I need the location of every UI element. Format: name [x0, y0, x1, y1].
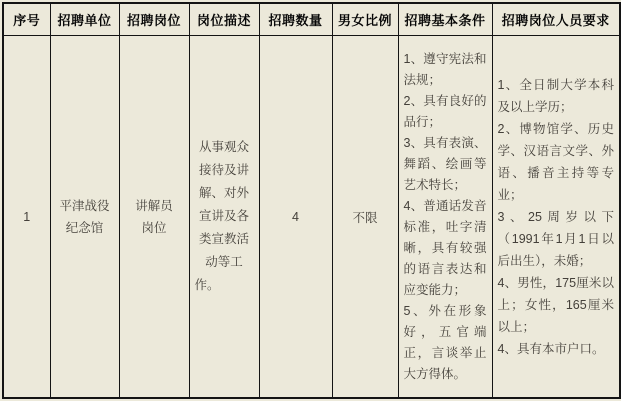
header-gender-ratio: 男女比例: [332, 3, 398, 36]
recruitment-table: [2, 2, 621, 399]
cell-serial-number: 1: [3, 36, 50, 399]
cell-gender-ratio: 不限: [332, 36, 398, 399]
cell-recruiting-position: 讲解员 岗位: [119, 36, 189, 399]
cell-recruiting-unit: 平津战役 纪念馆: [50, 36, 119, 399]
header-recruiting-unit: 招聘单位: [50, 3, 119, 36]
cell-basic-conditions: 1、遵守宪法和法规； 2、具有良好的品行； 3、具有表演、舞蹈、绘画等艺术特长； 4、普通话发音标准，吐字清晰，具有较强的语言表达和应变能力； 5、外在形象好，五官端正，言谈举止大方得体。: [398, 36, 492, 399]
header-serial-number: 序号: [3, 3, 50, 36]
cell-position-description: 从事观众接待及讲解、对外宣讲及各类宣教活动等工作。: [189, 36, 259, 399]
cell-personnel-requirements: 1、全日制大学本科及以上学历； 2、博物馆学、历史学、汉语言文学、外语、播音主持等专业； 3、25周岁以下（1991年1月1日以后出生），未婚； 4、男性，175厘米以上；女性，165厘米以上； 4、具有本市户口。: [492, 36, 620, 399]
header-basic-conditions: 招聘基本条件: [398, 3, 492, 36]
header-position-description: 岗位描述: [189, 3, 259, 36]
cell-recruit-count: 4: [259, 36, 332, 399]
header-recruit-count: 招聘数量: [259, 3, 332, 36]
header-recruiting-position: 招聘岗位: [119, 3, 189, 36]
header-row: [3, 3, 620, 36]
table-row: [3, 36, 620, 399]
header-personnel-requirements: 招聘岗位人员要求: [492, 3, 620, 36]
